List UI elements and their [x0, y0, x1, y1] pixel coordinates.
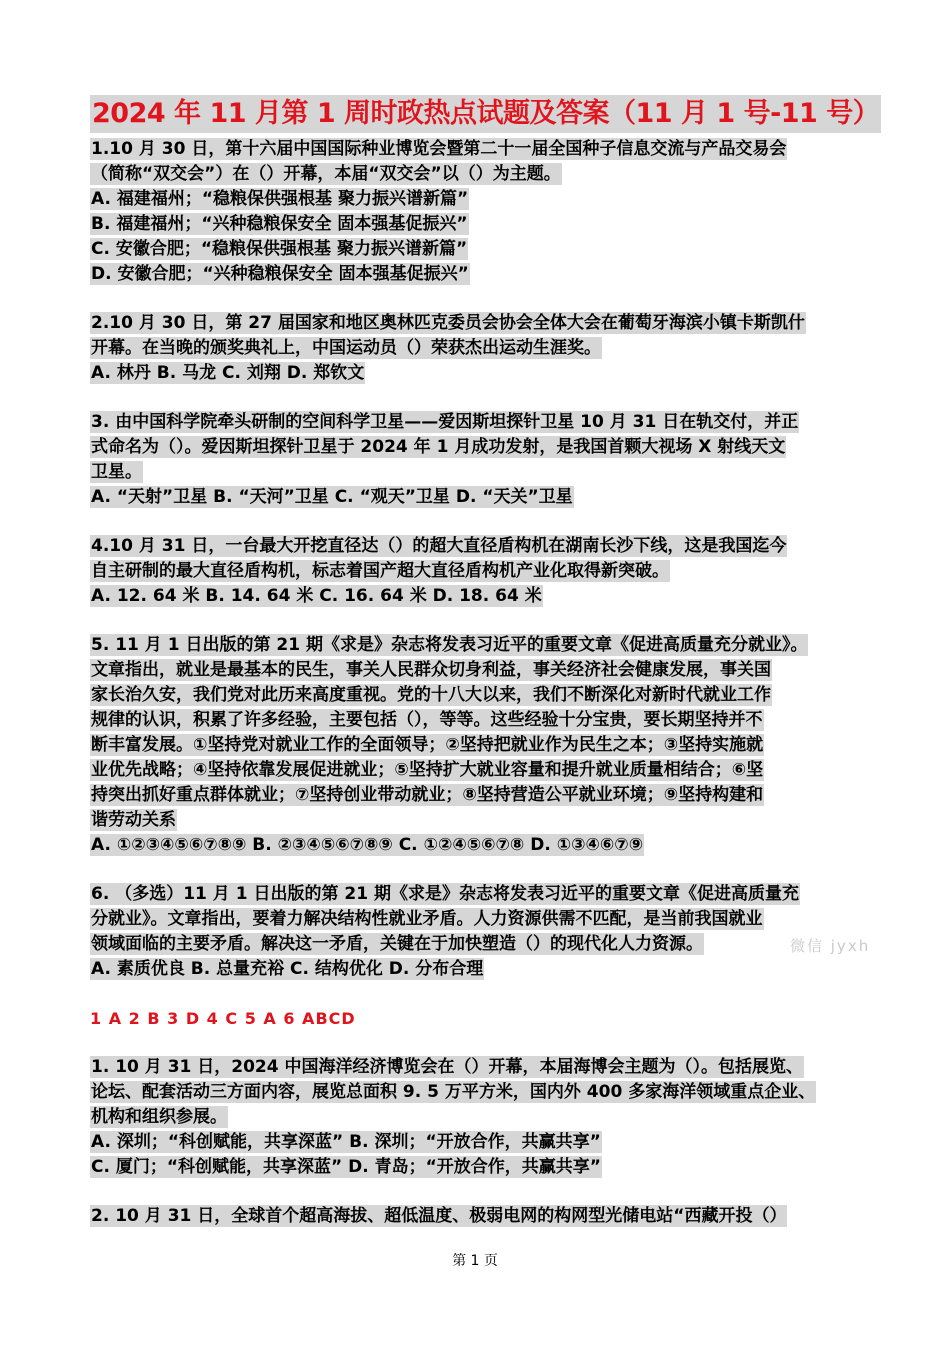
- question-text: A. 素质优良 B. 总量充裕 C. 结构优化 D. 分布合理: [91, 959, 484, 979]
- page-number: 第 1 页: [452, 1253, 498, 1269]
- question-line: [90, 584, 865, 609]
- question-line: [90, 534, 865, 559]
- page-title: 2024 年 11 月第 1 周时政热点试题及答案（11 月 1 号-11 号）: [90, 95, 881, 133]
- question-line: [90, 162, 865, 187]
- question-block: [90, 311, 865, 386]
- document-page: [90, 95, 880, 1253]
- question-text: 5. 11 月 1 日出版的第 21 期《求是》杂志将发表习近平的重要文章《促进高质量充分就业》。: [91, 635, 808, 655]
- question-line: [90, 783, 865, 808]
- question-block: [90, 1204, 865, 1229]
- question-line: [90, 957, 865, 982]
- question-block: [90, 137, 865, 287]
- question-line: [90, 808, 865, 833]
- question-line: [90, 882, 865, 907]
- question-line: [90, 1204, 865, 1229]
- question-block: [90, 633, 865, 858]
- question-line: [90, 758, 865, 783]
- question-line: [90, 212, 865, 237]
- question-text: A. 福建福州；“稳粮保供强根基 聚力振兴谱新篇”: [91, 189, 469, 209]
- question-text: A. 12. 64 米 B. 14. 64 米 C. 16. 64 米 D. 18. 64 米: [91, 586, 542, 606]
- answer-key: 1 A 2 B 3 D 4 C 5 A 6 ABCD: [90, 1009, 356, 1028]
- question-text: B. 福建福州；“兴种稳粮保安全 固本强基促振兴”: [91, 214, 468, 234]
- question-text: A. 林丹 B. 马龙 C. 刘翔 D. 郑钦文: [91, 363, 365, 383]
- question-text: 分就业》。文章指出，要着力解决结构性就业矛盾。人力资源供需不匹配，是当前我国就业: [91, 909, 763, 929]
- question-text: 业优先战略；④坚持依靠发展促进就业；⑤坚持扩大就业容量和提升就业质量相结合；⑥坚: [91, 760, 764, 780]
- question-text: 谐劳动关系: [91, 810, 176, 830]
- question-text: 论坛、配套活动三方面内容，展览总面积 9. 5 万平方米，国内外 400 多家海洋领域重点企业、: [91, 1082, 816, 1102]
- question-text: D. 安徽合肥；“兴种稳粮保安全 固本强基促振兴”: [91, 264, 469, 284]
- question-line: [90, 1055, 865, 1080]
- question-text: 开幕。在当晚的颁奖典礼上，中国运动员（）荣获杰出运动生涯奖。: [91, 338, 601, 358]
- question-text: A. “天射”卫星 B. “天河”卫星 C. “观天”卫星 D. “天关”卫星: [91, 487, 573, 507]
- question-line: [90, 932, 865, 957]
- question-block: [90, 410, 865, 510]
- question-block: [90, 882, 865, 982]
- question-text: 式命名为（）。爱因斯坦探针卫星于 2024 年 1 月成功发射，是我国首颗大视场 X 射线天文: [91, 437, 786, 457]
- question-line: [90, 658, 865, 683]
- question-text: 2.10 月 30 日，第 27 届国家和地区奥林匹克委员会协会全体大会在葡萄牙海滨小镇卡斯凯什: [91, 313, 805, 333]
- question-text: C. 厦门；“科创赋能，共享深蓝” D. 青岛；“开放合作，共赢共享”: [91, 1157, 601, 1177]
- question-text: 1. 10 月 31 日，2024 中国海洋经济博览会在（）开幕，本届海博会主题为（）。包括展览、: [91, 1057, 804, 1077]
- question-line: [90, 311, 865, 336]
- question-line: [90, 708, 865, 733]
- question-text: 家长治久安，我们党对此历来高度重视。党的十八大以来，我们不断深化对新时代就业工作: [91, 685, 771, 705]
- question-text: A. ①②③④⑤⑥⑦⑧⑨ B. ②③④⑤⑥⑦⑧⑨ C. ①②④⑤⑥⑦⑧ D. ①③④⑥⑦⑨: [91, 835, 644, 855]
- question-line: [90, 559, 865, 584]
- question-line: [90, 137, 865, 162]
- question-line: [90, 435, 865, 460]
- question-line: [90, 907, 865, 932]
- question-text: （简称“双交会”）在（）开幕，本届“双交会”以（）为主题。: [91, 164, 561, 184]
- question-text: 自主研制的最大直径盾构机，标志着国产超大直径盾构机产业化取得新突破。: [91, 561, 669, 581]
- question-line: [90, 262, 865, 287]
- question-line: [90, 187, 865, 212]
- question-block: [90, 1055, 865, 1180]
- watermark: 微信 jyxh: [790, 937, 871, 955]
- question-text: 3. 由中国科学院牵头研制的空间科学卫星——爱因斯坦探针卫星 10 月 31 日在轨交付，并正: [91, 412, 799, 432]
- question-text: 规律的认识，积累了许多经验，主要包括（），等等。这些经验十分宝贵，要长期坚持并不: [91, 710, 763, 730]
- question-line: [90, 833, 865, 858]
- question-text: 机构和组织参展。: [91, 1107, 227, 1127]
- question-text: 1.10 月 30 日，第十六届中国国际种业博览会暨第二十一届全国种子信息交流与产品交易会: [91, 139, 787, 159]
- question-line: [90, 410, 865, 435]
- question-text: 领域面临的主要矛盾。解决这一矛盾，关键在于加快塑造（）的现代化人力资源。: [91, 934, 703, 954]
- question-line: [90, 1130, 865, 1155]
- question-list-2: [90, 1055, 865, 1229]
- question-line: [90, 237, 865, 262]
- question-text: 卫星。: [91, 462, 142, 482]
- question-text: 6. （多选）11 月 1 日出版的第 21 期《求是》杂志将发表习近平的重要文章《促进高质量充: [91, 884, 799, 904]
- question-line: [90, 1155, 865, 1180]
- question-line: [90, 683, 865, 708]
- question-text: 断丰富发展。①坚持党对就业工作的全面领导；②坚持把就业作为民生之本；③坚持实施就: [91, 735, 764, 755]
- question-block: [90, 534, 865, 609]
- question-text: 持突出抓好重点群体就业；⑦坚持创业带动就业；⑧坚持营造公平就业环境；⑨坚持构建和: [91, 785, 764, 805]
- question-line: [90, 1105, 865, 1130]
- question-line: [90, 485, 865, 510]
- question-text: 4.10 月 31 日，一台最大开挖直径达（）的超大直径盾构机在湖南长沙下线，这是我国迄今: [91, 536, 787, 556]
- question-text: A. 深圳；“科创赋能，共享深蓝” B. 深圳；“开放合作，共赢共享”: [91, 1132, 601, 1152]
- question-text: C. 安徽合肥；“稳粮保供强根基 聚力振兴谱新篇”: [91, 239, 468, 259]
- question-list: [90, 137, 865, 982]
- question-line: [90, 1080, 865, 1105]
- question-line: [90, 460, 865, 485]
- question-line: [90, 633, 865, 658]
- question-text: 文章指出，就业是最基本的民生，事关人民群众切身利益，事关经济社会健康发展，事关国: [91, 660, 771, 680]
- question-line: [90, 733, 865, 758]
- question-line: [90, 361, 865, 386]
- question-line: [90, 336, 865, 361]
- question-text: 2. 10 月 31 日，全球首个超高海拔、超低温度、极弱电网的构网型光储电站“西藏开投（）: [91, 1206, 787, 1226]
